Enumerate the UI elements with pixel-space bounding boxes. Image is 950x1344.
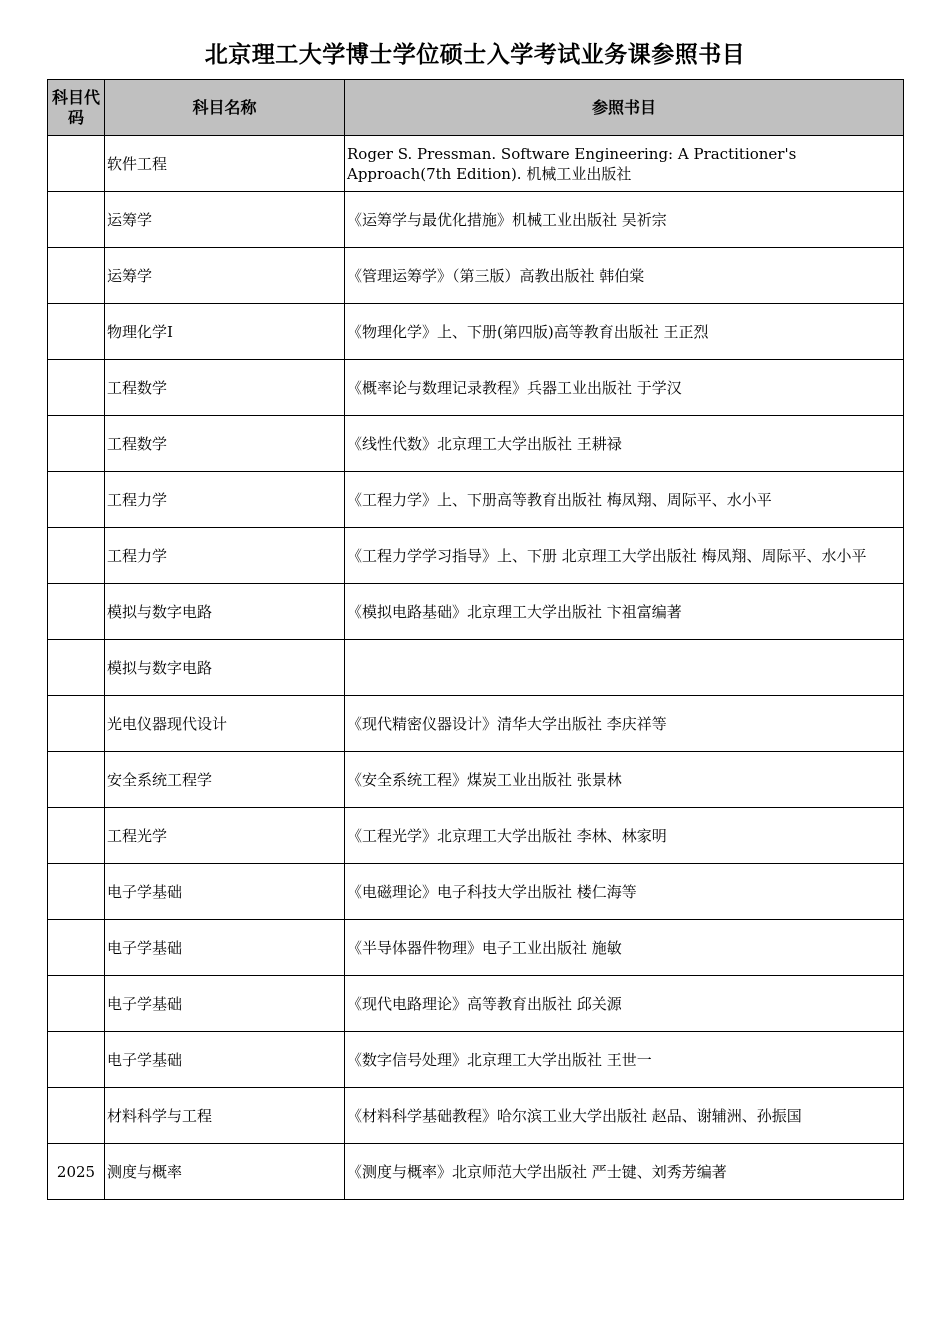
table-row [48,1144,904,1200]
reference-book-cell: 《材料科学基础教程》哈尔滨工业大学出版社 赵品、谢辅洲、孙振国 [345,1088,904,1144]
header-subject-code: 科目代码 [48,80,105,136]
subject-name-cell: 电子学基础 [105,864,345,920]
reference-book-cell: 《线性代数》北京理工大学出版社 王耕禄 [345,416,904,472]
subject-code-cell [48,192,105,248]
subject-code-cell [48,976,105,1032]
reference-book-cell: 《管理运筹学》（第三版）高教出版社 韩伯棠 [345,248,904,304]
subject-name-cell: 电子学基础 [105,976,345,1032]
subject-name-cell: 模拟与数字电路 [105,640,345,696]
subject-name-cell: 物理化学Ⅰ [105,304,345,360]
subject-code-cell [48,1032,105,1088]
table-row [48,1032,904,1088]
table-row [48,136,904,192]
reference-book-cell: 《工程力学学习指导》上、下册 北京理工大学出版社 梅凤翔、周际平、水小平 [345,528,904,584]
subject-code-cell: 2025 [48,1144,105,1200]
subject-code-cell [48,640,105,696]
table-row [48,360,904,416]
table-row [48,864,904,920]
subject-code-cell [48,864,105,920]
table-row [48,192,904,248]
reference-book-cell: 《模拟电路基础》北京理工大学出版社 卞祖富编著 [345,584,904,640]
subject-name-cell: 电子学基础 [105,1032,345,1088]
table-row [48,416,904,472]
table-row [48,248,904,304]
subject-code-cell [48,584,105,640]
table-row [48,808,904,864]
subject-code-cell [48,136,105,192]
subject-code-cell [48,1088,105,1144]
table-row [48,920,904,976]
subject-name-cell: 模拟与数字电路 [105,584,345,640]
reference-book-cell: 《工程光学》北京理工大学出版社 李林、林家明 [345,808,904,864]
subject-name-cell: 运筹学 [105,192,345,248]
subject-name-cell: 运筹学 [105,248,345,304]
subject-name-cell: 材料科学与工程 [105,1088,345,1144]
page-title: 北京理工大学博士学位硕士入学考试业务课参照书目 [204,42,746,68]
table-row [48,528,904,584]
reference-book-cell: 《物理化学》上、下册(第四版)高等教育出版社 王正烈 [345,304,904,360]
reference-books-table [47,79,904,1200]
table-body [48,136,904,1200]
table-row [48,640,904,696]
subject-code-cell [48,920,105,976]
subject-name-cell: 工程力学 [105,472,345,528]
table-row [48,584,904,640]
reference-book-cell: 《测度与概率》北京师范大学出版社 严士键、刘秀芳编著 [345,1144,904,1200]
reference-book-cell [345,640,904,696]
subject-name-cell: 测度与概率 [105,1144,345,1200]
reference-book-cell: 《概率论与数理记录教程》兵器工业出版社 于学汉 [345,360,904,416]
subject-name-cell: 安全系统工程学 [105,752,345,808]
subject-code-cell [48,752,105,808]
reference-book-cell: 《电磁理论》电子科技大学出版社 楼仁海等 [345,864,904,920]
reference-book-cell: 《安全系统工程》煤炭工业出版社 张景林 [345,752,904,808]
header-reference-books: 参照书目 [345,80,904,136]
table-row [48,696,904,752]
subject-name-cell: 电子学基础 [105,920,345,976]
subject-code-cell [48,248,105,304]
subject-code-cell [48,528,105,584]
subject-code-cell [48,472,105,528]
reference-book-cell: 《运筹学与最优化措施》机械工业出版社 吴祈宗 [345,192,904,248]
subject-code-cell [48,696,105,752]
subject-name-cell: 工程力学 [105,528,345,584]
subject-name-cell: 光电仪器现代设计 [105,696,345,752]
table-row [48,1088,904,1144]
subject-name-cell: 工程数学 [105,416,345,472]
table-row [48,472,904,528]
table-row [48,304,904,360]
subject-code-cell [48,416,105,472]
reference-book-cell: 《现代电路理论》高等教育出版社 邱关源 [345,976,904,1032]
reference-book-cell: 《工程力学》上、下册高等教育出版社 梅凤翔、周际平、水小平 [345,472,904,528]
subject-code-cell [48,304,105,360]
table-row [48,976,904,1032]
subject-code-cell [48,360,105,416]
subject-name-cell: 软件工程 [105,136,345,192]
subject-name-cell: 工程光学 [105,808,345,864]
header-subject-name: 科目名称 [105,80,345,136]
table-header-row [48,80,904,136]
table-row [48,752,904,808]
reference-book-cell: 《半导体器件物理》电子工业出版社 施敏 [345,920,904,976]
subject-code-cell [48,808,105,864]
subject-name-cell: 工程数学 [105,360,345,416]
reference-book-cell: Roger S. Pressman. Software Engineering: A Practitioner's Approach(7th Edition). 机械工业出版社 [345,136,904,192]
reference-book-cell: 《现代精密仪器设计》清华大学出版社 李庆祥等 [345,696,904,752]
reference-book-cell: 《数字信号处理》北京理工大学出版社 王世一 [345,1032,904,1088]
